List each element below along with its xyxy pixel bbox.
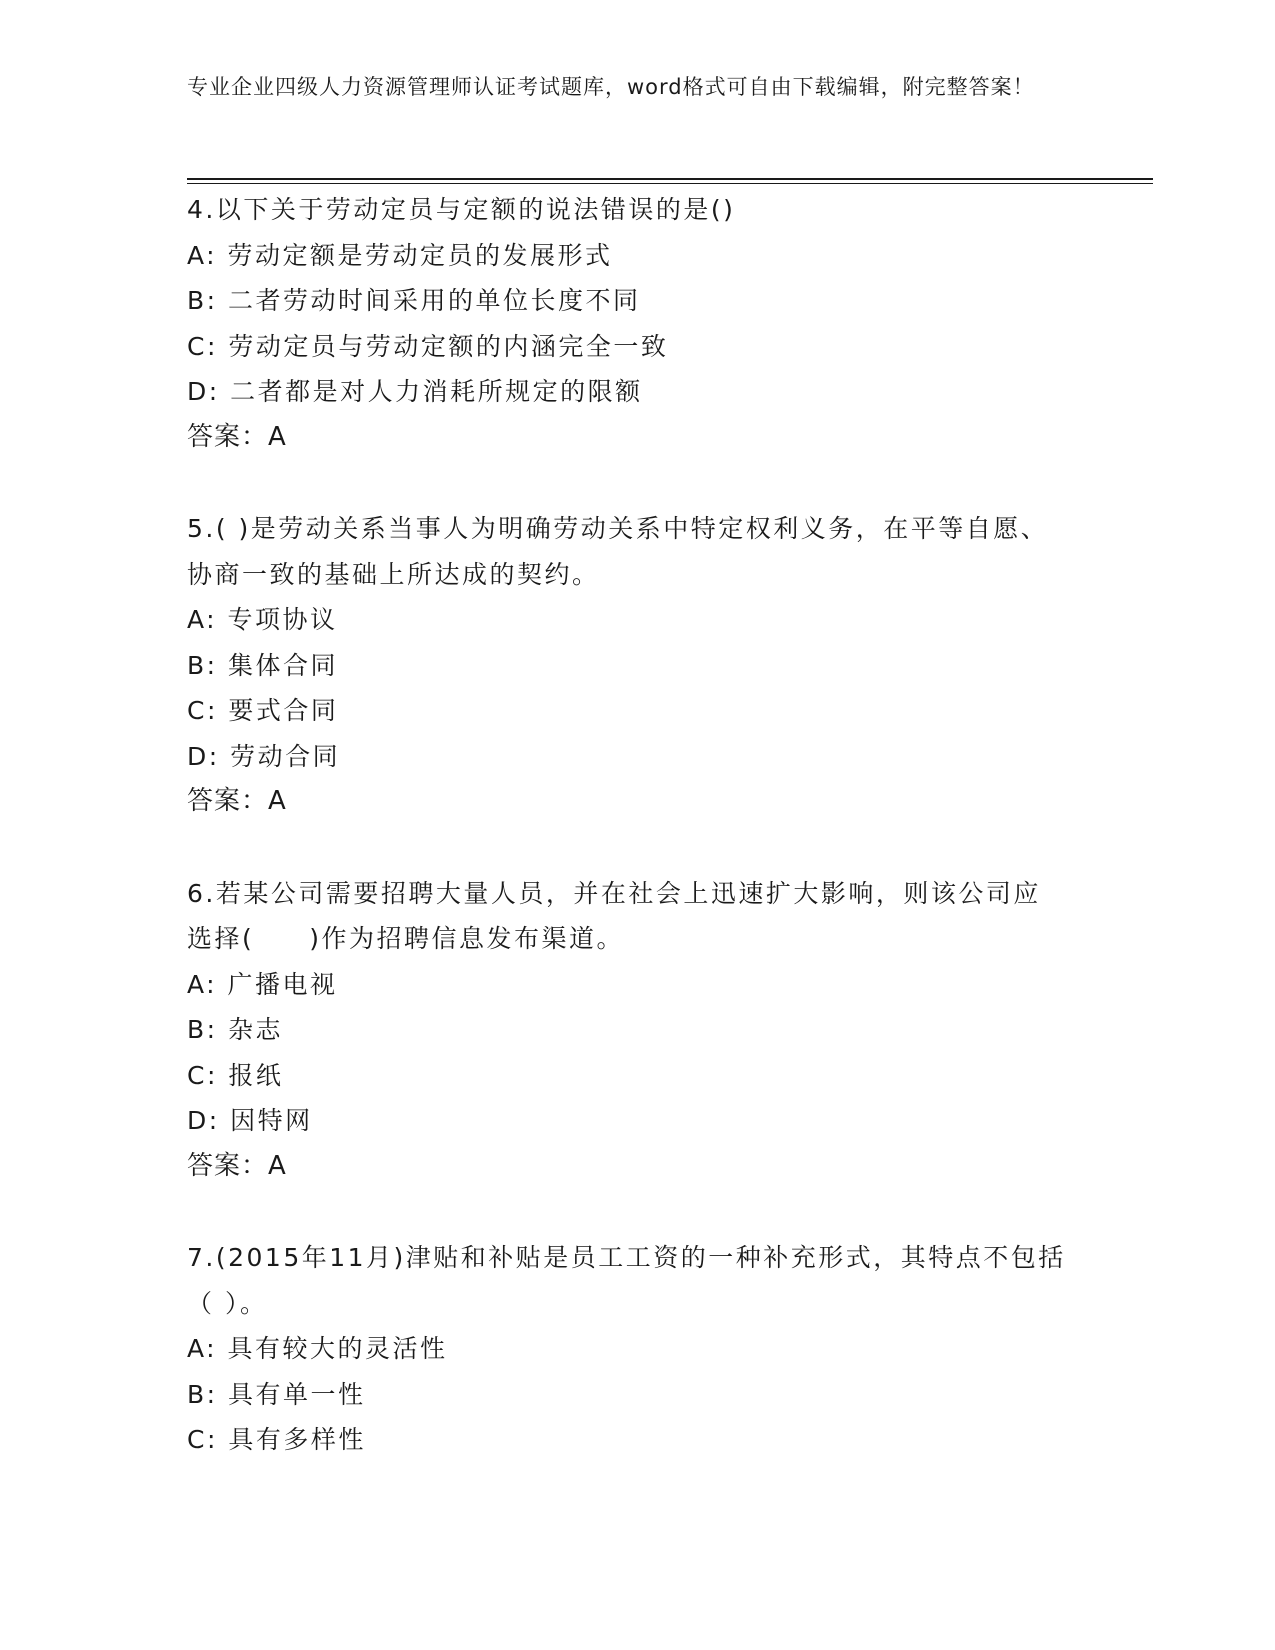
document-header: 专业企业四级人力资源管理师认证考试题库，word格式可自由下载编辑，附完整答案！: [187, 75, 1035, 99]
option-b: B: 具有单一性: [187, 1379, 366, 1409]
option-a: A: 专项协议: [187, 605, 338, 634]
option-b: B: 集体合同: [187, 650, 339, 680]
question-stem: 7.(2015年11月)津贴和补贴是员工工资的一种补充形式，其特点不包括（ ）。: [187, 1243, 1066, 1318]
question-7: [187, 1235, 1087, 1463]
question-6: [187, 871, 1087, 1190]
question-stem: 6.若某公司需要招聘大量人员，并在社会上迅速扩大影响，则该公司应选择( )作为招聘信息发布渠道。: [187, 878, 1041, 953]
question-stem: 4.以下关于劳动定员与定额的说法错误的是(): [187, 195, 736, 224]
question-list: [187, 187, 1087, 1509]
option-b: B: 二者劳动时间采用的单位长度不同: [187, 286, 641, 315]
answer-text: 答案：A: [187, 421, 287, 452]
question-5: [187, 506, 1087, 825]
option-a: A: 具有较大的灵活性: [187, 1334, 448, 1363]
answer-text: 答案：A: [187, 786, 287, 816]
option-c: C: 报纸: [187, 1060, 284, 1090]
option-b: B: 杂志: [187, 1015, 284, 1044]
option-d: D: 二者都是对人力消耗所规定的限额: [187, 377, 643, 406]
option-d: D: 劳动合同: [187, 741, 341, 771]
question-4: [187, 187, 1087, 460]
option-d: D: 因特网: [187, 1106, 313, 1135]
header-divider-thin: [187, 183, 1153, 184]
header-divider: [187, 178, 1153, 180]
option-c: C: 具有多样性: [187, 1425, 366, 1454]
question-stem: 5.( )是劳动关系当事人为明确劳动关系中特定权利义务，在平等自愿、协商一致的基础上所达成的契约。: [187, 514, 1049, 589]
option-a: A: 劳动定额是劳动定员的发展形式: [187, 240, 613, 270]
answer-text: 答案：A: [187, 1150, 287, 1181]
option-a: A: 广播电视: [187, 969, 338, 999]
option-c: C: 劳动定员与劳动定额的内涵完全一致: [187, 331, 669, 361]
option-c: C: 要式合同: [187, 696, 339, 725]
